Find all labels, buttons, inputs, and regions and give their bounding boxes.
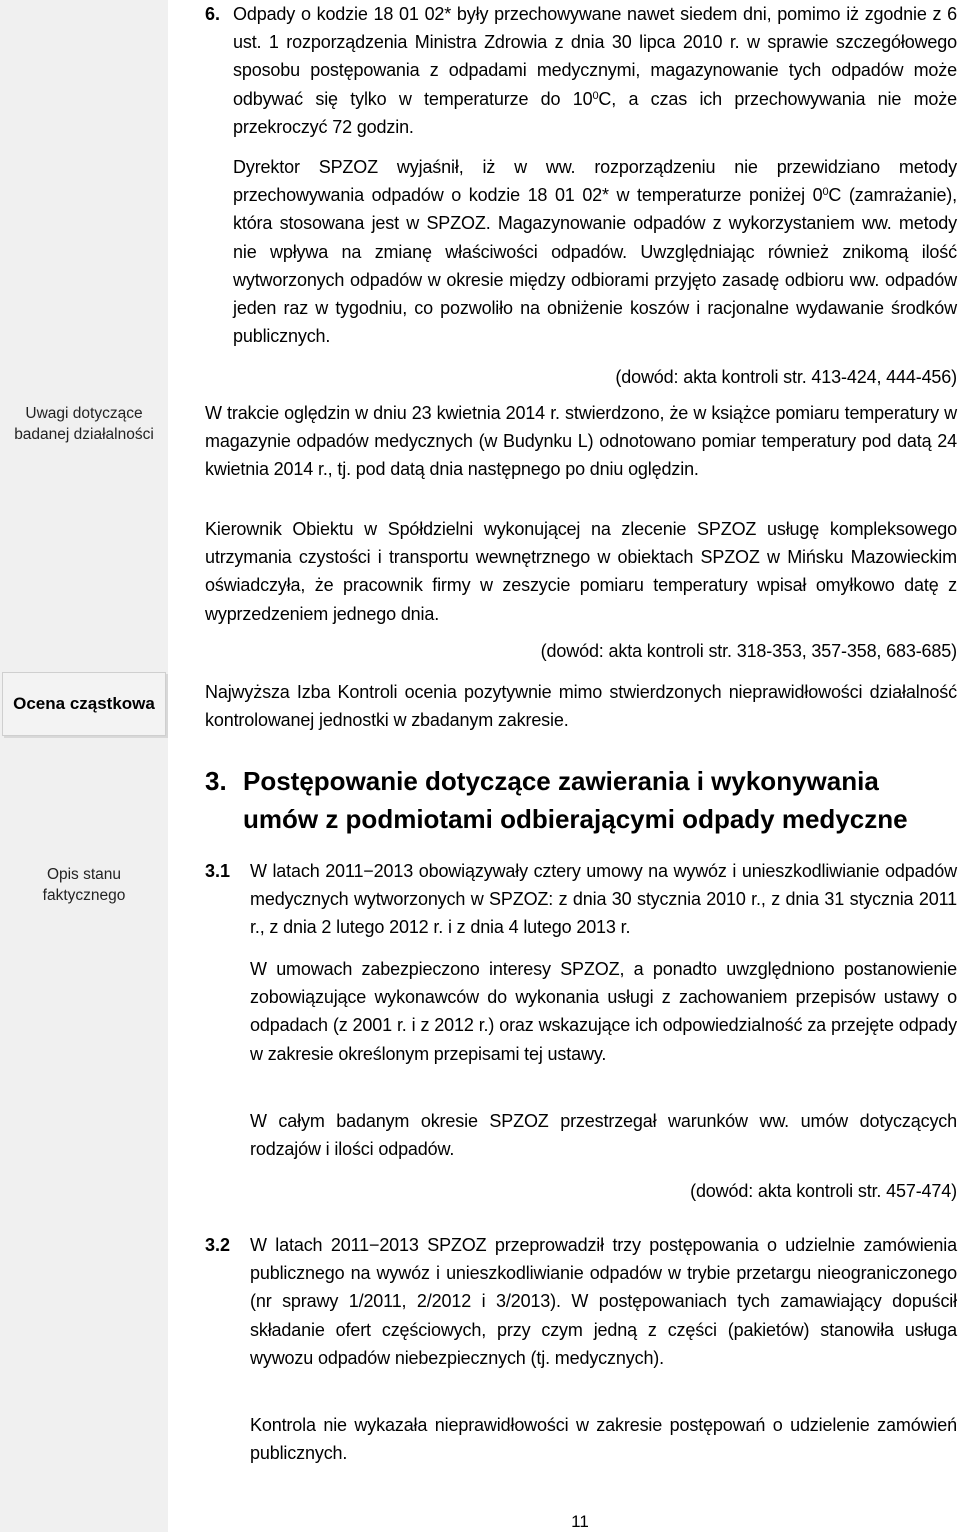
ocena-paragraph: Najwyższa Izba Kontroli ocenia pozytywnie mimo stwierdzonych nieprawidłowości działalność kontrolowanej jednostki w zbadanym zakresie. <box>205 682 957 731</box>
p32-paragraph-1: W latach 2011−2013 SPZOZ przeprowadził trzy postępowania o udzielnie zamówienia publicznego na wywóz i unieszkodliwianie odpadów w trybie przetargu nieograniczonego (nr sprawy 1/2011, 2/2012 i 3/2013). W postępowaniach tych zamawiający dopuścił składanie ofert częściowych, przy czym jedną z części (pakietów) stanowiła usługa wywozu odpadów niebezpiecznych (tj. medycznych). <box>250 1235 957 1368</box>
dyrektor-paragraph: Dyrektor SPZOZ wyjaśnił, iż w ww. rozporządzeniu nie przewidziano metody przechowywania odpadów o kodzie 18 01 02* w temperaturze poniżej $0^0C$ (zamrażanie), która stosowana jest w SPZOZ. Magazynowanie odpadów z wykorzystaniem ww. metody nie wpływa na zmianę właściwości odpadów. Uwzględniając również znikomą ilość wytworzonych odpadów w okresie między odbiorami przyjęto zasadę odbioru ww. odpadów jeden raz w tygodniu, co pozwoliło na obniżenie koszów i racjonalne wydawanie środków publicznych. <box>233 157 958 347</box>
sidebar-label-uwagi: Uwagi dotyczące badanej działalności <box>14 405 154 443</box>
subsection-number: 3.1 <box>205 861 231 881</box>
item6-paragraph: Odpady o kodzie 18 01 02* były przechowywane nawet siedem dni, pomimo iż zgodnie z 6 ust. 1 rozporządzenia Ministra Zdrowia z dnia 30 lipca 2010 r. w sprawie szczegółowego sposobu postępowania z odpadami medycznymi, magazynowanie tych odpadów może odbywać się tylko w temperaturze do $10^0C$, a czas ich przechowywania nie może przekroczyć 72 godzin. <box>233 4 957 137</box>
dowod-citation: (dowód: akta kontroli str. 318-353, 357-358, 683-685) <box>540 641 957 661</box>
section-heading: 3. Postępowanie dotyczące zawierania i wykonywania umów z podmiotami odbierającymi odpady medyczne <box>205 766 908 834</box>
sidebar-label-opis: Opis stanu faktycznego <box>42 866 126 904</box>
dowod-citation: (dowód: akta kontroli str. 457-474) <box>690 1181 957 1201</box>
uwagi-paragraph-1: W trakcie oględzin w dniu 23 kwietnia 2014 r. stwierdzono, że w książce pomiaru temperatury w magazynie odpadów medycznych (w Budynku L) odnotowano pomiar temperatury pod datą 24 kwietnia 2014 r., tj. pod datą dnia następnego po dniu oględzin. <box>205 403 957 480</box>
item-number: 6. <box>205 4 221 24</box>
dowod-citation: (dowód: akta kontroli str. 413-424, 444-456) <box>615 367 957 387</box>
p31-paragraph-2: W umowach zabezpieczono interesy SPZOZ, a ponadto uwzględniono postanowienie zobowiązujące wykonawców do wykonania usługi z zachowaniem przepisów ustawy o odpadach (z 2001 r. i z 2012 r.) oraz wskazujące ich odpowiedzialność za przejęte odpady w zakresie określonym przepisami tej ustawy. <box>250 959 957 1064</box>
sidebar-label-ocena: Ocena cząstkowa <box>2 672 166 736</box>
p31-paragraph-3: W całym badanym okresie SPZOZ przestrzegał warunków ww. umów dotyczących rodzajów i ilości odpadów. <box>250 1111 957 1160</box>
p32-paragraph-2: Kontrola nie wykazała nieprawidłowości w zakresie postępowań o udzielenie zamówień publicznych. <box>250 1415 957 1464</box>
sidebar <box>0 0 168 1532</box>
p31-paragraph-1: W latach 2011−2013 obowiązywały cztery umowy na wywóz i unieszkodliwianie odpadów medycznych wytworzonych w SPZOZ: z dnia 30 stycznia 2010 r., z dnia 31 stycznia 2011 r., z dnia 2 lutego 2012 r. i z dnia 4 lutego 2013 r. <box>250 861 957 938</box>
page-number: 11 <box>571 1512 589 1531</box>
uwagi-paragraph-2: Kierownik Obiektu w Spółdzielni wykonującej na zlecenie SPZOZ usługę kompleksowego utrzymania czystości i transportu wewnętrznego w obiektach SPZOZ w Mińsku Mazowieckim oświadczyła, że pracownik firmy w zeszycie pomiaru temperatury wpisał omyłkowo datę z wyprzedzeniem jednego dnia. <box>205 519 957 624</box>
subsection-number: 3.2 <box>205 1235 231 1255</box>
